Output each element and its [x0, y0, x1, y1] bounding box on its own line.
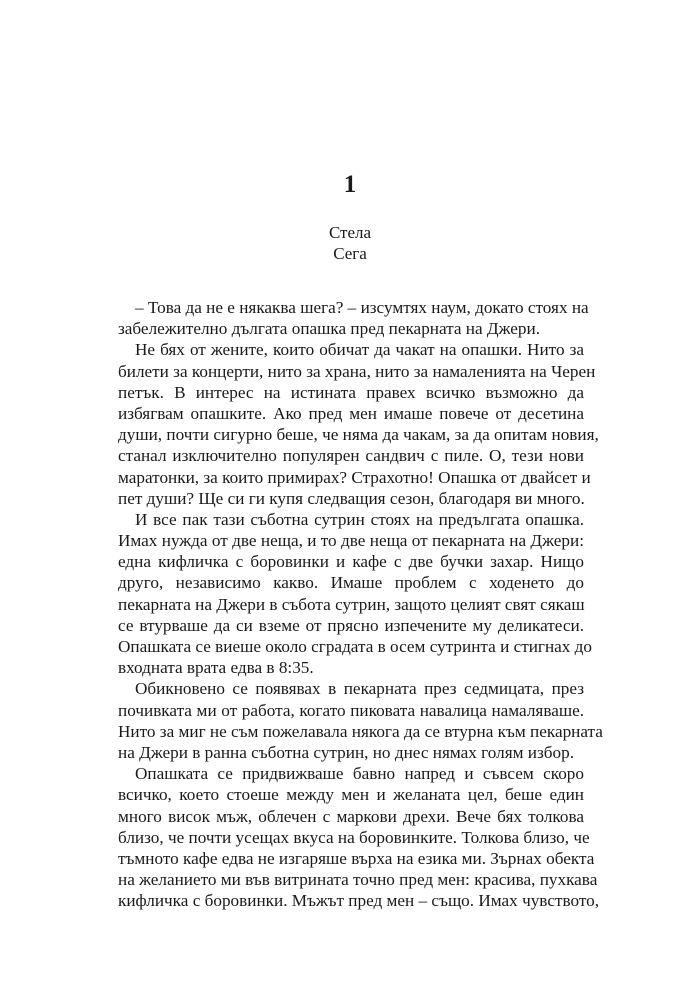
text-line: Опашката се виеше около сградата в осем сутринта и стигнах до — [118, 637, 593, 656]
text-line: кифличка с боровинки. Мъжът пред мен – също. Имах чувството, — [118, 891, 599, 911]
chapter-number: 1 — [343, 171, 357, 198]
paragraph — [118, 678, 603, 763]
text-line: Опашката се придвижваше бавно напред и съвсем скоро — [135, 764, 584, 784]
text-line: входната врата едва в 8:35. — [118, 658, 314, 678]
text-line: билети за концерти, нито за храна, нито за намаленията на Черен — [118, 361, 596, 381]
text-line: забележително дългата опашка пред пекарната на Джери. — [118, 319, 541, 339]
text-line: души, почти сигурно беше, че няма да чакам, за да опитам новия, — [118, 425, 599, 445]
text-line: станал изключително популярен сандвич с пиле. О, тези нови — [118, 446, 584, 466]
paragraph — [118, 339, 599, 509]
text-line: на Джери в ранна съботна сутрин, но днес нямах голям избор. — [118, 742, 574, 762]
text-line: – Това да не е някаква шега? – изсумтях наум, докато стоях на — [135, 298, 589, 317]
text-line: Нито за миг не съм пожелавала някога да се втурна към пекарната — [118, 721, 603, 741]
text-line: много висок мъж, облечен с маркови дрехи. Вече бях толкова — [118, 806, 584, 826]
chapter-time: Сега — [333, 244, 367, 263]
text-line: избягвам опашките. Ако пред мен имаше повече от десетина — [118, 403, 584, 423]
text-line: една кифличка с боровинки и кафе с две бучки захар. Нищо — [118, 552, 584, 572]
chapter-narrator: Стела — [328, 223, 372, 242]
text-line: всичко, което стоеше между мен и желаната цел, беше един — [118, 785, 584, 805]
chapter-body — [118, 297, 603, 911]
paragraph — [118, 509, 593, 679]
text-line: пекарната на Джери в събота сутрин, защото целият свят сякаш — [118, 594, 585, 614]
text-line: тъмното кафе едва не изгаряше върха на езика ми. Зърнах обекта — [118, 848, 595, 868]
text-line: близо, че почти усещах вкуса на боровинките. Толкова близо, че — [118, 827, 590, 847]
text-line: Обикновено се появявах в пекарната през седмицата, през — [135, 679, 584, 699]
paragraph — [118, 763, 599, 911]
text-line: друго, независимо какво. Имаше проблем с ходенето до — [118, 573, 584, 593]
paragraph — [118, 297, 589, 339]
text-line: Не бях от жените, които обичат да чакат на опашки. Нито за — [135, 340, 584, 360]
text-line: И все пак тази съботна сутрин стоях на предългата опашка. — [135, 509, 584, 529]
text-line: пет души? Ще си ги купя следващия сезон, благодаря ви много. — [118, 488, 585, 508]
text-line: на желанието ми във витрината точно пред мен: красива, пухкава — [118, 870, 598, 890]
text-line: Имах нужда от две неща, и то две неща от пекарната на Джери: — [118, 531, 584, 551]
text-line: се втурваше да си вземе от прясно изпечените му деликатеси. — [118, 615, 584, 635]
text-line: петък. В интерес на истината правех всичко възможно да — [118, 382, 584, 402]
text-line: маратонки, за които примирах? Страхотно! Опашка от двайсет и — [118, 467, 591, 487]
text-line: почивката ми от работа, когато пиковата навалица намаляваше. — [118, 700, 584, 720]
